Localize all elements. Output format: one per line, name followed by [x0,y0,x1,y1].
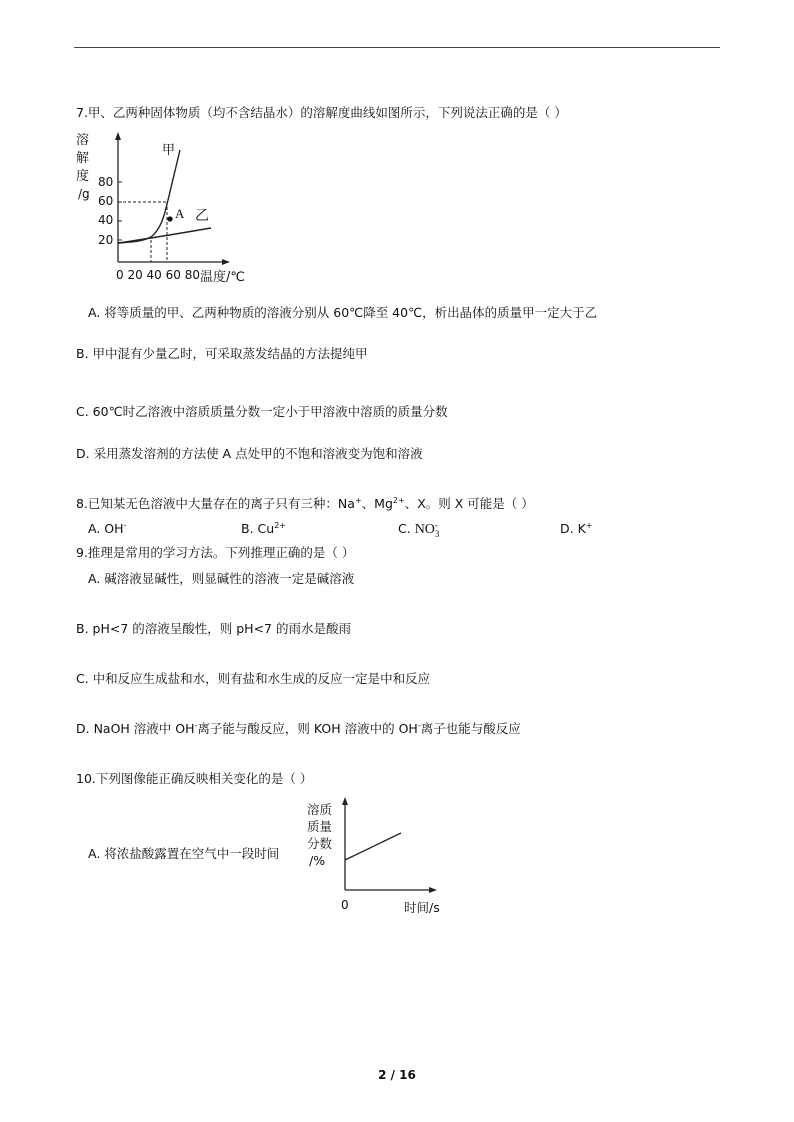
q7-ylabel-2: 解 [76,151,90,166]
q8-option-b-charge: 2+ [274,520,286,530]
q7-xtick-labels: 0 20 40 60 80 [116,268,200,282]
q10-x-arrow [429,887,437,893]
q7-xlabel: 温度/℃ [200,270,245,285]
q7-ytick-label-80: 80 [98,175,114,189]
q8-option-c-subscript: 3 [434,529,440,539]
q7-point-a [167,216,172,221]
q8-stem-mid1: 、Mg [361,496,393,511]
q8-option-a [88,521,126,537]
q8-stem-pre: 8.已知某无色溶液中大量存在的离子只有三种：Na [76,496,355,511]
q8-option-d [560,521,592,537]
q7-curve-jia [118,150,180,243]
q9-stem: 9.推理是常用的学习方法。下列推理正确的是（ ） [76,545,355,560]
q7-x-arrow [222,259,230,265]
q10-option-a: A. 将浓盐酸露置在空气中一段时间 [88,846,280,861]
q9-option-d-part2: 离子能与酸反应，则 KOH 溶液中的 OH [197,721,418,736]
q8-option-c-charge: - [434,520,438,530]
q10-ylabel-3: 分数 [307,836,333,851]
q10-stem: 10.下列图像能正确反映相关变化的是（ ） [76,771,313,786]
q9-option-a: A. 碱溶液显碱性，则显碱性的溶液一定是碱溶液 [88,571,355,586]
q8-option-d-charge: + [585,520,593,530]
q7-stem: 7.甲、乙两种固体物质（均不含结晶水）的溶解度曲线如图所示，下列说法正确的是（ ） [76,105,567,120]
q10-ylabel-1: 溶质 [307,802,333,817]
q7-option-a: A. 将等质量的甲、乙两种物质的溶液分别从 60℃降至 40℃，析出晶体的质量甲一定大于乙 [88,305,598,320]
q10-origin-label: 0 [341,898,349,912]
q8-na-charge: + [354,495,362,505]
q7-ylabel-1: 溶 [76,133,90,148]
q9-option-d-charge1: - [194,720,198,730]
q8-option-d-text: D. K [560,521,586,536]
header-rule [74,47,720,48]
q9-option-d-part1: D. NaOH 溶液中 OH [76,721,195,736]
q9-option-b: B. pH<7 的溶液呈酸性，则 pH<7 的雨水是酸雨 [76,621,351,636]
q7-option-c: C. 60℃时乙溶液中溶质质量分数一定小于甲溶液中溶质的质量分数 [76,404,448,419]
q10-ylabel-2: 质量 [307,819,333,834]
q10-chart [303,794,463,918]
q7-ylabel-4: /g [78,187,90,201]
q7-curve-yi [118,228,211,243]
q9-option-d-part3: 离子也能与酸反应 [420,721,521,736]
q9-option-d-charge2: - [417,720,421,730]
q8-option-a-charge: - [123,520,127,530]
q7-ylabel-3: 度 [76,169,90,184]
q7-ytick-label-40: 40 [98,213,114,227]
q7-option-d: D. 采用蒸发溶剂的方法使 A 点处甲的不饱和溶液变为饱和溶液 [76,446,423,461]
q8-option-c-text: C. [398,521,415,536]
q9-option-c: C. 中和反应生成盐和水，则有盐和水生成的反应一定是中和反应 [76,671,431,686]
q8-option-c-formula: NO [414,522,435,537]
q7-y-arrow [115,132,121,140]
q8-option-b [241,521,286,537]
q10-xlabel: 时间/s [404,900,440,915]
q10-ylabel-4: /% [309,853,326,868]
q7-option-b: B. 甲中混有少量乙时，可采取蒸发结晶的方法提纯甲 [76,346,368,361]
q7-ytick-label-60: 60 [98,194,114,208]
q8-option-c [398,521,441,538]
q7-label-yi: 乙 [195,208,209,224]
q10-y-arrow [342,797,348,805]
q8-stem-mid2: 、X。则 X 可能是（ ） [404,496,534,511]
q8-option-b-text: B. Cu [241,521,275,536]
page-number: 2 / 16 [378,1068,416,1082]
q9-option-d [76,721,521,737]
q7-label-jia: 甲 [162,143,176,158]
q7-point-a-label: A [175,206,185,221]
q8-mg-charge: 2+ [392,495,405,505]
q8-option-a-text: A. OH [88,521,124,536]
q8-stem [76,496,534,512]
q10-series-line [345,833,401,860]
q7-ytick-label-20: 20 [98,233,114,247]
q7-solubility-chart [76,130,276,290]
